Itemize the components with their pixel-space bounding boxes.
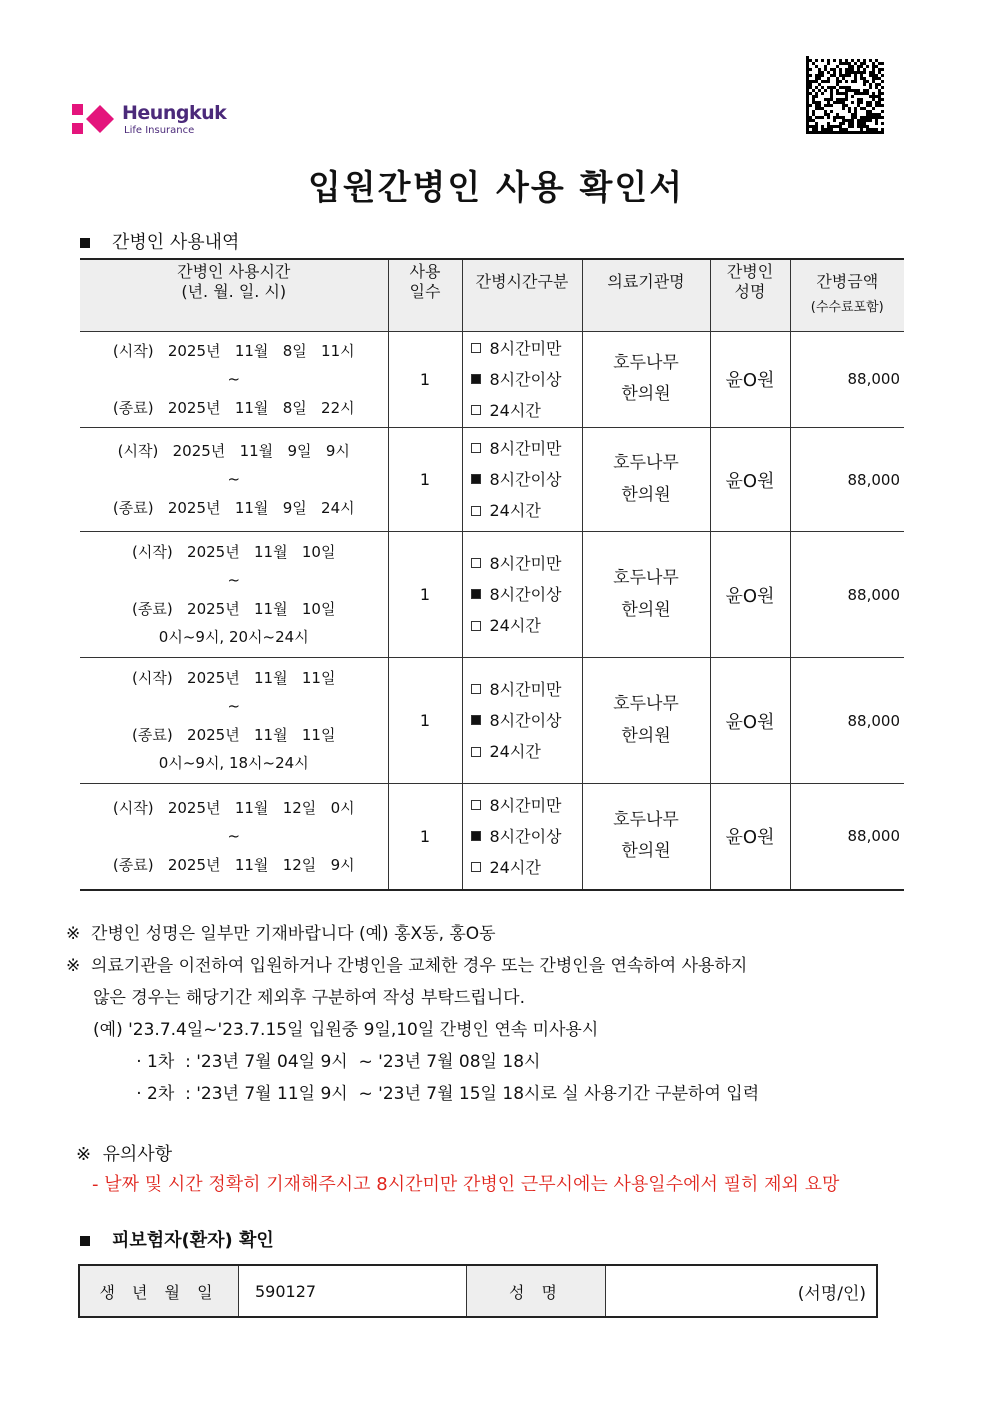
note-6: · 2차 : '23년 7월 11일 9시 ~ '23년 7월 15일 18시로 실 사용기간 구분하여 입력 [66, 1084, 760, 1104]
period-cell [80, 658, 388, 784]
dob-label: 생 년 월 일 [79, 1265, 239, 1317]
type-option[interactable] [471, 821, 581, 852]
checked-box-icon[interactable] [471, 474, 481, 484]
header-amount: 간병금액 (수수료포함) [790, 259, 904, 331]
institution-line2: 한의원 [621, 599, 671, 620]
amount-cell: 88,000 [790, 658, 904, 784]
header-days: 사용 일수 [388, 259, 462, 331]
institution-line2: 한의원 [621, 725, 671, 746]
checked-box-icon[interactable] [471, 715, 481, 725]
period-tilde: ~ [227, 571, 241, 590]
caution-title: ※ 유의사항 [76, 1144, 173, 1165]
table-row [80, 331, 904, 428]
days-cell: 1 [388, 428, 462, 532]
caregiver-cell: 윤O원 [710, 784, 790, 890]
institution-line2: 한의원 [621, 841, 671, 862]
type-option-label: 24시간 [489, 857, 541, 877]
type-option-label: 24시간 [489, 742, 541, 762]
unchecked-box-icon[interactable] [471, 443, 481, 453]
document-title: 입원간병인 사용 확인서 [307, 168, 685, 208]
type-cell [462, 331, 582, 428]
header-institution: 의료기관명 [582, 259, 710, 331]
caution-text: - 날짜 및 시간 정확히 기재해주시고 8시간미만 간병인 근무시에는 사용일수에서 필히 제외 요망 [92, 1174, 840, 1195]
institution-line1: 호두나무 [613, 352, 679, 373]
institution-line2: 한의원 [621, 384, 671, 405]
period-hours: 0시~9시, 20시~24시 [158, 628, 309, 647]
type-option[interactable] [471, 674, 581, 705]
checked-box-icon[interactable] [471, 589, 481, 599]
type-option[interactable] [471, 705, 581, 736]
type-option[interactable] [471, 433, 581, 464]
table-header-row [80, 259, 904, 331]
square-bullet-icon [80, 238, 90, 248]
period-end: (종료) 2025년 11월 10일 [132, 599, 336, 618]
institution-cell [582, 784, 710, 890]
period-cell [80, 428, 388, 532]
days-cell: 1 [388, 331, 462, 428]
table-row [80, 532, 904, 658]
note-3: 않은 경우는 해당기간 제외후 구분하여 작성 부탁드립니다. [66, 988, 525, 1008]
period-start: (시작) 2025년 11월 8일 11시 [112, 341, 355, 360]
days-cell: 1 [388, 532, 462, 658]
institution-line1: 호두나무 [613, 694, 679, 715]
institution-line1: 호두나무 [613, 809, 679, 830]
unchecked-box-icon[interactable] [471, 558, 481, 568]
type-option-label: 24시간 [489, 616, 541, 636]
period-tilde: ~ [227, 370, 241, 389]
type-option-label: 8시간미만 [489, 679, 562, 699]
type-option-label: 8시간미만 [489, 553, 562, 573]
section-usage-label: 간병인 사용내역 [112, 232, 240, 253]
period-tilde: ~ [227, 697, 241, 716]
square-bullet-icon [80, 1236, 90, 1246]
table-row [80, 784, 904, 890]
amount-cell: 88,000 [790, 784, 904, 890]
period-tilde: ~ [227, 827, 241, 846]
caregiver-cell: 윤O원 [710, 532, 790, 658]
type-option-label: 8시간미만 [489, 795, 562, 815]
table-row [80, 658, 904, 784]
header-period: 간병인 사용시간 (년. 월. 일. 시) [80, 259, 388, 331]
period-end: (종료) 2025년 11월 9일 24시 [112, 498, 355, 517]
unchecked-box-icon[interactable] [471, 405, 481, 415]
days-cell: 1 [388, 658, 462, 784]
logo-name: Heungkuk [122, 102, 227, 124]
checked-box-icon[interactable] [471, 831, 481, 841]
type-option-label: 8시간이상 [489, 710, 562, 730]
section-insured-label: 피보험자(환자) 확인 [112, 1230, 274, 1251]
institution-cell [582, 331, 710, 428]
caregiver-cell: 윤O원 [710, 428, 790, 532]
type-option[interactable] [471, 579, 581, 610]
type-option[interactable] [471, 395, 581, 426]
header-caregiver: 간병인 성명 [710, 259, 790, 331]
period-start: (시작) 2025년 11월 12일 0시 [112, 798, 355, 817]
type-option[interactable] [471, 364, 581, 395]
type-option-label: 24시간 [489, 501, 541, 521]
section-insured-heading [80, 1226, 274, 1252]
insured-confirm-table [78, 1264, 878, 1318]
note-2: ※ 의료기관을 이전하여 입원하거나 간병인을 교체한 경우 또는 간병인을 연속하여 사용하지 [66, 956, 748, 976]
table-row [80, 428, 904, 532]
name-label: 성 명 [467, 1265, 606, 1317]
period-end: (종료) 2025년 11월 11일 [132, 725, 336, 744]
caregiver-cell: 윤O원 [710, 331, 790, 428]
type-cell [462, 658, 582, 784]
note-4: (예) '23.7.4일~'23.7.15일 입원중 9일,10일 간병인 연속 미사용시 [66, 1020, 599, 1040]
unchecked-box-icon[interactable] [471, 506, 481, 516]
unchecked-box-icon[interactable] [471, 684, 481, 694]
period-cell [80, 331, 388, 428]
unchecked-box-icon[interactable] [471, 621, 481, 631]
checked-box-icon[interactable] [471, 374, 481, 384]
note-5: · 1차 : '23년 7월 04일 9시 ~ '23년 7월 08일 18시 [66, 1052, 541, 1072]
logo-mark-icon [72, 102, 116, 138]
type-option[interactable] [471, 333, 581, 364]
type-option[interactable] [471, 852, 581, 883]
type-cell [462, 532, 582, 658]
unchecked-box-icon[interactable] [471, 862, 481, 872]
unchecked-box-icon[interactable] [471, 343, 481, 353]
type-option-label: 8시간미만 [489, 438, 562, 458]
section-usage-heading [80, 228, 239, 254]
type-option[interactable] [471, 610, 581, 641]
type-option[interactable] [471, 548, 581, 579]
amount-cell: 88,000 [790, 331, 904, 428]
header-type: 간병시간구분 [462, 259, 582, 331]
amount-cell: 88,000 [790, 532, 904, 658]
type-cell [462, 428, 582, 532]
period-end: (종료) 2025년 11월 12일 9시 [112, 855, 355, 874]
period-cell [80, 784, 388, 890]
type-option-label: 8시간이상 [489, 826, 562, 846]
period-start: (시작) 2025년 11월 11일 [132, 668, 336, 687]
unchecked-box-icon[interactable] [471, 747, 481, 757]
type-option[interactable] [471, 464, 581, 495]
institution-cell [582, 658, 710, 784]
institution-line2: 한의원 [621, 484, 671, 505]
type-option-label: 8시간이상 [489, 369, 562, 389]
type-option-label: 24시간 [489, 400, 541, 420]
dob-value[interactable]: 590127 [239, 1265, 467, 1317]
notes-block [66, 918, 926, 1110]
caregiver-cell: 윤O원 [710, 658, 790, 784]
period-tilde: ~ [227, 470, 241, 489]
institution-line1: 호두나무 [613, 453, 679, 474]
type-option-label: 8시간이상 [489, 469, 562, 489]
logo-subtitle: Life Insurance [124, 125, 195, 136]
period-end: (종료) 2025년 11월 8일 22시 [112, 398, 355, 417]
institution-cell [582, 428, 710, 532]
institution-cell [582, 532, 710, 658]
period-cell [80, 532, 388, 658]
amount-cell: 88,000 [790, 428, 904, 532]
type-cell [462, 784, 582, 890]
unchecked-box-icon[interactable] [471, 800, 481, 810]
type-option-label: 8시간이상 [489, 584, 562, 604]
period-hours: 0시~9시, 18시~24시 [158, 754, 309, 773]
caregiver-usage-table [80, 258, 904, 891]
institution-line1: 호두나무 [613, 568, 679, 589]
type-option[interactable] [471, 790, 581, 821]
type-option-label: 8시간미만 [489, 338, 562, 358]
datamatrix-barcode-icon [806, 56, 884, 134]
days-cell: 1 [388, 784, 462, 890]
period-start: (시작) 2025년 11월 10일 [132, 542, 336, 561]
type-option[interactable] [471, 736, 581, 767]
period-start: (시작) 2025년 11월 9일 9시 [117, 441, 350, 460]
note-1: ※ 간병인 성명은 일부만 기재바랍니다 (예) 홍X동, 홍O동 [66, 924, 496, 944]
type-option[interactable] [471, 495, 581, 526]
signature-field[interactable]: (서명/인) [606, 1265, 878, 1317]
heungkuk-logo [72, 100, 242, 140]
